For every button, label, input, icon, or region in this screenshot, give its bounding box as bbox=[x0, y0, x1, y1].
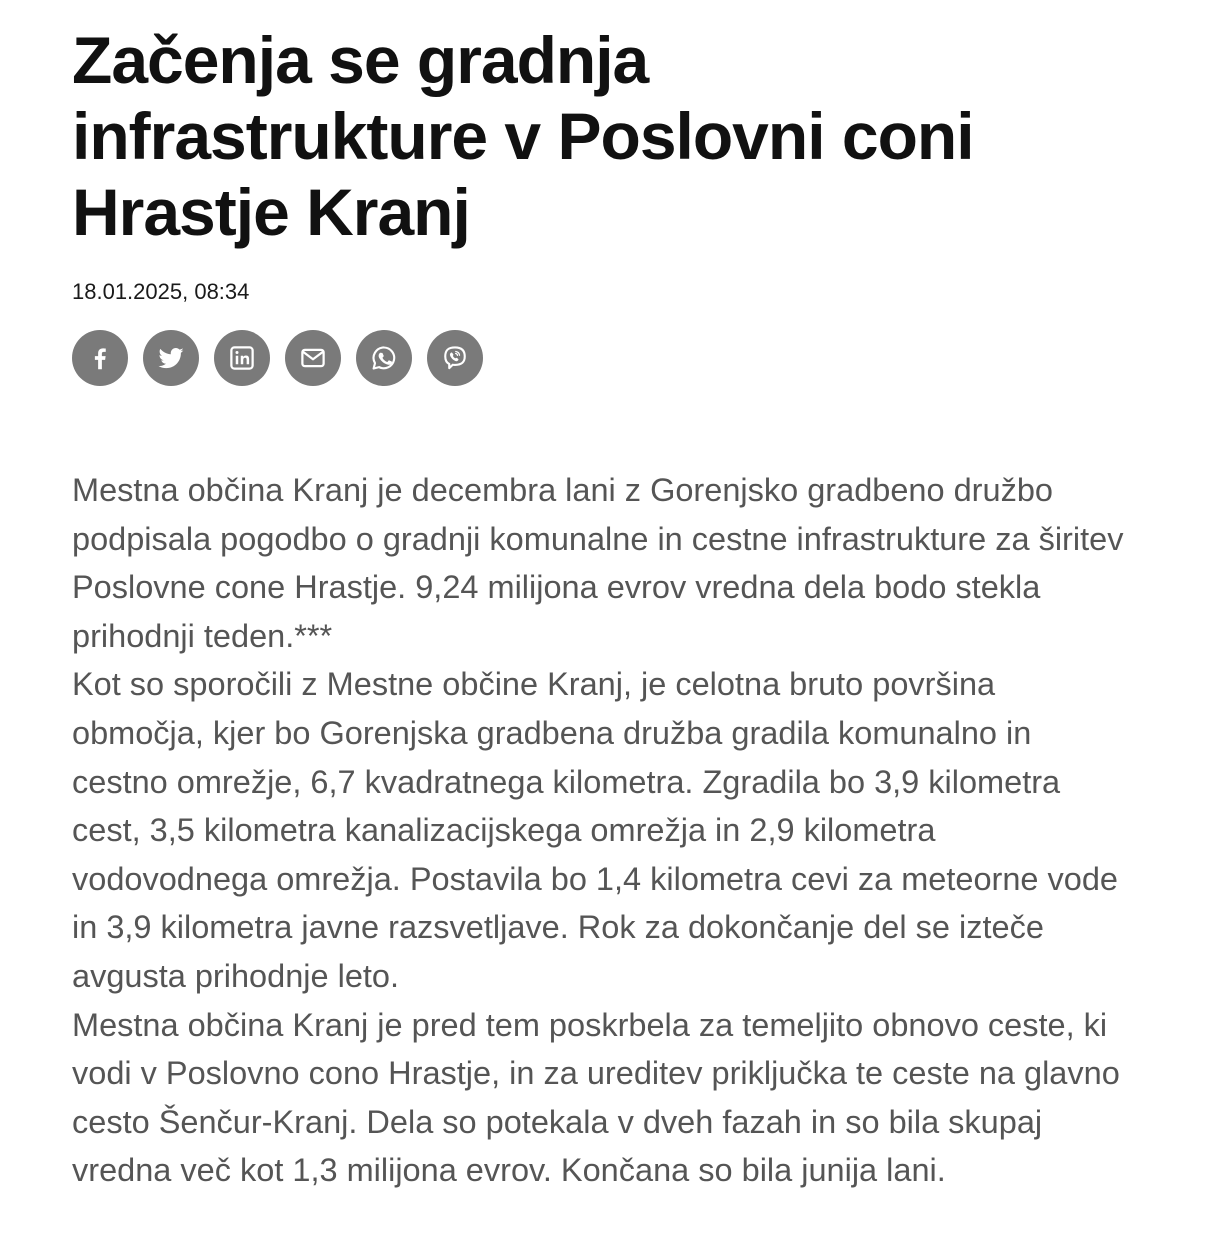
share-viber-button[interactable] bbox=[427, 330, 483, 386]
page-title bbox=[72, 22, 1132, 250]
headline-line: Začenja se gradnja bbox=[72, 23, 649, 97]
article-paragraph: Mestna občina Kranj je decembra lani z Gorenjsko gradbeno družbo podpisala pogodbo o gradnji komunalne in cestne infrastrukture za širitev Poslovne cone Hrastje. 9,24 milijona evrov vredna dela bodo stekla prihodnji teden.*** bbox=[72, 472, 1124, 654]
viber-icon bbox=[440, 343, 470, 373]
headline-line: infrastrukture v Poslovni coni bbox=[72, 99, 974, 173]
share-email-button[interactable] bbox=[285, 330, 341, 386]
whatsapp-icon bbox=[369, 343, 399, 373]
article-paragraph: Kot so sporočili z Mestne občine Kranj, je celotna bruto površina območja, kjer bo Gorenjska gradbena družba gradila komunalno in cestno omrežje, 6,7 kvadratnega kilometra. Zgradila bo 3,9 kilometra cest, 3,5 kilometra kanalizacijskega omrežja in 2,9 kilometra vodovodnega omrežja. Postavila bo 1,4 kilometra cevi za meteorne vode in 3,9 kilometra javne razsvetljave. Rok za dokončanje del se izteče avgusta prihodnje leto. bbox=[72, 666, 1118, 994]
linkedin-icon bbox=[227, 343, 257, 373]
share-facebook-button[interactable] bbox=[72, 330, 128, 386]
share-twitter-button[interactable] bbox=[143, 330, 199, 386]
facebook-icon bbox=[85, 343, 115, 373]
share-bar bbox=[72, 330, 1132, 386]
headline-line: Hrastje Kranj bbox=[72, 175, 470, 249]
publish-date: 18.01.2025, 08:34 bbox=[72, 279, 250, 304]
article-body bbox=[72, 466, 1132, 1195]
twitter-icon bbox=[156, 343, 186, 373]
article-paragraph: Mestna občina Kranj je pred tem poskrbela za temeljito obnovo ceste, ki vodi v Poslovno cono Hrastje, in za ureditev priključka te ceste na glavno cesto Šenčur-Kranj. Dela so potekala v dveh fazah in so bila skupaj vredna več kot 1,3 milijona evrov. Končana so bila junija lani. bbox=[72, 1006, 1120, 1189]
email-icon bbox=[298, 343, 328, 373]
share-linkedin-button[interactable] bbox=[214, 330, 270, 386]
share-whatsapp-button[interactable] bbox=[356, 330, 412, 386]
